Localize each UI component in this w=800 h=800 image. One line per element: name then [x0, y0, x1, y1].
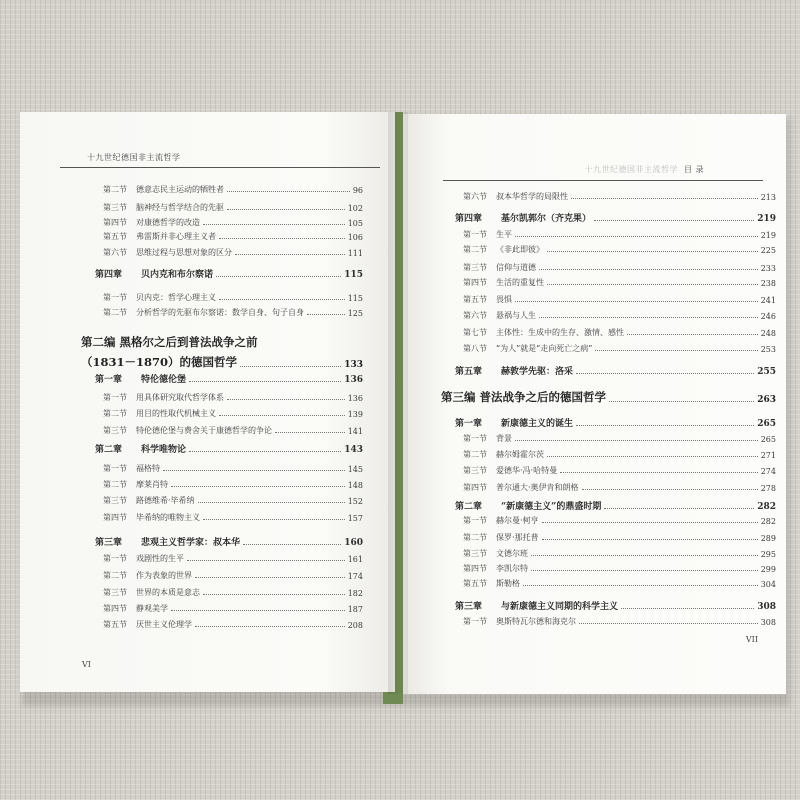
leader-dots — [219, 299, 345, 300]
leader-dots — [219, 238, 345, 239]
leader-dots — [198, 502, 345, 503]
page-number: 213 — [760, 193, 776, 202]
toc-section-entry — [103, 408, 363, 419]
section-title: 摩莱肖特 — [136, 480, 168, 489]
toc-chapter-entry — [95, 372, 363, 385]
section-label: 第一节 — [103, 554, 127, 563]
chapter-title: 科学唯物论 — [141, 445, 187, 455]
page-number: 255 — [757, 367, 776, 377]
section-title: “为人”就是“走向死亡之病” — [496, 344, 593, 353]
chapter-label: 第三章 — [95, 538, 123, 548]
toc-part-heading — [441, 389, 776, 405]
section-title: 斯勒格 — [496, 579, 520, 588]
leader-dots — [542, 522, 758, 523]
page-number: 295 — [760, 550, 776, 559]
toc-section-entry — [103, 392, 363, 403]
page-number: 136 — [347, 394, 363, 403]
leader-dots — [539, 269, 758, 270]
page-number: 139 — [347, 410, 363, 419]
page-number: 248 — [760, 329, 776, 338]
page-number: 145 — [347, 465, 363, 474]
toc-section-entry — [463, 532, 776, 543]
leader-dots — [195, 626, 345, 627]
chapter-label: 第四章 — [455, 214, 483, 224]
toc-section-entry — [103, 217, 363, 228]
leader-dots — [219, 415, 345, 416]
toc-section-entry — [463, 229, 776, 240]
section-label: 第八节 — [463, 344, 487, 353]
section-label: 第一节 — [463, 516, 487, 525]
leader-dots — [582, 489, 758, 490]
toc-chapter-entry — [455, 211, 776, 224]
page-number: 282 — [757, 502, 776, 512]
section-title: 畏惧 — [496, 295, 512, 304]
section-title: 弗雷斯并非心理主义者 — [136, 232, 216, 241]
page-number: 233 — [760, 264, 776, 273]
section-title: 奥斯特瓦尔德和海克尔 — [496, 617, 576, 626]
page-number: 308 — [757, 602, 776, 612]
toc-section-entry — [103, 184, 363, 195]
chapter-title: 基尔凯郭尔（齐克果） — [501, 214, 592, 224]
section-title: 对康德哲学的改造 — [136, 218, 200, 227]
chapter-label: 第一章 — [455, 419, 483, 429]
page-number: 148 — [347, 481, 363, 490]
toc-chapter-entry — [95, 535, 363, 548]
section-label: 第二节 — [103, 409, 127, 418]
toc-section-entry — [463, 262, 776, 273]
right-running-head-faint: 十九世纪德国非主流哲学 — [584, 165, 678, 174]
page-number: 282 — [760, 517, 776, 526]
section-title: 世界的本质是意志 — [136, 588, 200, 597]
book-spine — [388, 112, 408, 694]
toc-section-entry — [103, 495, 363, 506]
leader-dots — [531, 570, 758, 571]
section-title: 分析哲学的先驱布尔察诺：数学自身、句子自身 — [136, 308, 304, 317]
page-number: 111 — [347, 249, 363, 258]
section-label: 第五节 — [463, 295, 487, 304]
toc-section-entry — [463, 515, 776, 526]
toc-section-entry — [103, 425, 363, 436]
toc-section-entry — [463, 548, 776, 559]
chapter-label: 第二章 — [455, 502, 483, 512]
section-title: 李凯尔特 — [496, 564, 528, 573]
section-label: 第二节 — [463, 450, 487, 459]
right-header-rule — [443, 180, 763, 181]
leader-dots — [275, 432, 345, 433]
left-folio: VI — [82, 660, 91, 669]
leader-dots — [171, 486, 345, 487]
page-number: 225 — [760, 246, 776, 255]
page-number: 143 — [344, 445, 363, 455]
page-number: 106 — [347, 233, 363, 242]
section-title: 保罗·那托普 — [496, 533, 539, 542]
toc-chapter-entry — [455, 364, 776, 377]
leader-dots — [187, 560, 345, 561]
toc-part-heading-line2 — [81, 354, 363, 370]
page-number: 241 — [760, 296, 776, 305]
section-title: 悬祸与人生 — [496, 311, 536, 320]
part-title: 第二编 黑格尔之后到普法战争之前 — [81, 335, 258, 349]
section-title: 爱德华·冯·哈特曼 — [496, 466, 558, 475]
leader-dots — [216, 276, 341, 277]
toc-section-entry — [103, 587, 363, 598]
page-number: 299 — [760, 565, 776, 574]
toc-section-entry — [463, 244, 776, 255]
page-number: 308 — [760, 618, 776, 627]
section-label: 第六节 — [103, 248, 127, 257]
page-number: 265 — [757, 419, 776, 429]
section-title: 赫尔姆霍尔茨 — [496, 450, 544, 459]
chapter-label: 第一章 — [95, 375, 123, 385]
section-label: 第五节 — [463, 579, 487, 588]
right-page — [403, 114, 786, 694]
page-number: 141 — [347, 427, 363, 436]
section-title: 生活的重复性 — [496, 278, 544, 287]
leader-dots — [195, 577, 345, 578]
leader-dots — [227, 191, 350, 192]
chapter-title: 与新康德主义同期的科学主义 — [501, 602, 619, 612]
leader-dots — [609, 401, 754, 402]
leader-dots — [576, 425, 754, 426]
page-number: 187 — [347, 605, 363, 614]
section-label: 第三节 — [463, 466, 487, 475]
section-label: 第二节 — [103, 480, 127, 489]
section-label: 第四节 — [463, 278, 487, 287]
leader-dots — [547, 251, 758, 252]
chapter-title: 新康德主义的诞生 — [501, 419, 574, 429]
toc-chapter-entry — [455, 499, 776, 512]
toc-section-entry — [463, 433, 776, 444]
section-title: 脑神经与哲学结合的先驱 — [136, 203, 224, 212]
leader-dots — [307, 314, 345, 315]
chapter-title: 赫敦学先驱：洛采 — [501, 367, 574, 377]
page-number: 263 — [757, 395, 776, 405]
page-number: 253 — [760, 345, 776, 354]
page-number: 265 — [760, 435, 776, 444]
toc-chapter-entry — [95, 442, 363, 455]
section-title: 毕希纳的唯物主义 — [136, 513, 200, 522]
page-number: 115 — [347, 294, 363, 303]
section-label: 第五节 — [103, 620, 127, 629]
section-label: 第一节 — [103, 393, 127, 402]
toc-chapter-entry — [455, 416, 776, 429]
leader-dots — [531, 555, 758, 556]
section-title: 作为表象的世界 — [136, 571, 192, 580]
section-title: 特伦德伦堡与费舍关于康德哲学的争论 — [136, 426, 272, 435]
page-number: 152 — [347, 497, 363, 506]
section-title: 生平 — [496, 230, 512, 239]
chapter-title: 悲观主义哲学家：叔本华 — [141, 538, 241, 548]
left-running-head: 十九世纪德国非主流哲学 — [87, 153, 181, 162]
section-title: 用目的性取代机械主义 — [136, 409, 216, 418]
leader-dots — [189, 451, 341, 452]
section-label: 第二节 — [103, 185, 127, 194]
toc-section-entry — [103, 231, 363, 242]
toc-section-entry — [103, 307, 363, 318]
toc-section-entry — [463, 616, 776, 627]
toc-section-entry — [103, 603, 363, 614]
toc-section-entry — [103, 463, 363, 474]
toc-section-entry — [103, 619, 363, 630]
leader-dots — [571, 198, 758, 199]
section-title: 普尔通大·奥伊肯和朗格 — [496, 483, 579, 492]
page-number: 105 — [347, 219, 363, 228]
page-number: 219 — [760, 231, 776, 240]
toc-section-entry — [463, 191, 776, 202]
section-label: 第二节 — [463, 245, 487, 254]
leader-dots — [240, 366, 341, 367]
leader-dots — [515, 440, 758, 441]
section-label: 第二节 — [463, 533, 487, 542]
section-label: 第七节 — [463, 328, 487, 337]
page-number: 182 — [347, 589, 363, 598]
section-title: 文德尔班 — [496, 549, 528, 558]
chapter-label: 第三章 — [455, 602, 483, 612]
leader-dots — [621, 608, 754, 609]
leader-dots — [203, 519, 345, 520]
leader-dots — [189, 381, 341, 382]
leader-dots — [595, 350, 757, 351]
page-number: 125 — [347, 309, 363, 318]
leader-dots — [243, 544, 341, 545]
toc-section-entry — [463, 563, 776, 574]
leader-dots — [203, 594, 345, 595]
leader-dots — [542, 539, 758, 540]
section-title: 叔本华哲学的局限性 — [496, 192, 568, 201]
leader-dots — [547, 284, 758, 285]
page-number: 133 — [344, 360, 363, 370]
leader-dots — [515, 301, 758, 302]
section-label: 第四节 — [103, 513, 127, 522]
section-title: 戏剧性的生平 — [136, 554, 184, 563]
leader-dots — [579, 623, 758, 624]
toc-section-entry — [103, 512, 363, 523]
section-label: 第一节 — [103, 293, 127, 302]
section-label: 第二节 — [103, 308, 127, 317]
chapter-label: 第二章 — [95, 445, 123, 455]
page-number: 161 — [347, 555, 363, 564]
page-number: 271 — [760, 451, 776, 460]
toc-section-entry — [463, 294, 776, 305]
toc-section-entry — [103, 553, 363, 564]
section-label: 第四节 — [463, 564, 487, 573]
leader-dots — [594, 220, 754, 221]
leader-dots — [203, 224, 345, 225]
page-number: 274 — [760, 467, 776, 476]
toc-section-entry — [103, 479, 363, 490]
left-page — [20, 112, 395, 692]
section-label: 第五节 — [103, 232, 127, 241]
section-label: 第三节 — [103, 203, 127, 212]
leader-dots — [547, 456, 758, 457]
section-label: 第三节 — [463, 263, 487, 272]
toc-chapter-entry — [95, 267, 363, 280]
right-folio: VII — [745, 635, 758, 644]
left-header-rule — [60, 167, 380, 168]
toc-section-entry — [463, 465, 776, 476]
leader-dots — [604, 508, 754, 509]
section-title: 路德维希·毕希纳 — [136, 496, 195, 505]
section-title: 厌世主义伦理学 — [136, 620, 192, 629]
section-title: 福格特 — [136, 464, 160, 473]
section-label: 第六节 — [463, 192, 487, 201]
leader-dots — [576, 373, 754, 374]
section-label: 第一节 — [463, 434, 487, 443]
section-label: 第四节 — [103, 218, 127, 227]
page-number: 278 — [760, 484, 776, 493]
page-number: 115 — [344, 270, 363, 280]
chapter-label: 第四章 — [95, 270, 123, 280]
page-number: 102 — [347, 204, 363, 213]
toc-section-entry — [463, 277, 776, 288]
toc-section-entry — [463, 449, 776, 460]
page-number: 96 — [352, 186, 363, 195]
page-number: 136 — [344, 375, 363, 385]
leader-dots — [539, 317, 758, 318]
page-number: 304 — [760, 580, 776, 589]
page-number: 208 — [347, 621, 363, 630]
chapter-title: 特伦德伦堡 — [141, 375, 187, 385]
right-running-head-title: 目 录 — [683, 165, 704, 174]
toc-section-entry — [463, 327, 776, 338]
leader-dots — [163, 470, 345, 471]
section-label: 第一节 — [463, 230, 487, 239]
section-title: 德意志民主运动的牺牲者 — [136, 185, 224, 194]
part-title-line2: （1831－1870）的德国哲学 — [81, 355, 238, 369]
page-number: 246 — [760, 312, 776, 321]
section-label: 第三节 — [463, 549, 487, 558]
toc-section-entry — [103, 247, 363, 258]
toc-section-entry — [463, 343, 776, 354]
toc-section-entry — [103, 570, 363, 581]
toc-section-entry — [463, 482, 776, 493]
page-number: 238 — [760, 279, 776, 288]
section-title: 背景 — [496, 434, 512, 443]
leader-dots — [227, 209, 345, 210]
toc-chapter-entry — [455, 599, 776, 612]
section-label: 第三节 — [103, 496, 127, 505]
section-label: 第一节 — [103, 464, 127, 473]
section-title: 信仰与道德 — [496, 263, 536, 272]
section-title: 赫尔曼·柯亨 — [496, 516, 539, 525]
section-label: 第四节 — [463, 483, 487, 492]
page-number: 174 — [347, 572, 363, 581]
leader-dots — [227, 399, 345, 400]
leader-dots — [627, 334, 758, 335]
chapter-title: “新康德主义”的鼎盛时期 — [501, 502, 602, 512]
leader-dots — [235, 254, 345, 255]
section-title: 思维过程与思想对象的区分 — [136, 248, 232, 257]
toc-part-heading — [81, 334, 363, 350]
section-title: 主体性：生成中的生存、激情、感性 — [496, 328, 624, 337]
toc-section-entry — [463, 310, 776, 321]
leader-dots — [171, 610, 345, 611]
leader-dots — [523, 585, 758, 586]
section-label: 第三节 — [103, 588, 127, 597]
right-running-head — [584, 164, 704, 175]
page-number: 289 — [760, 534, 776, 543]
section-title: 《非此即彼》 — [496, 245, 544, 254]
section-label: 第三节 — [103, 426, 127, 435]
section-title: 贝内克：哲学心理主义 — [136, 293, 216, 302]
page-number: 157 — [347, 514, 363, 523]
page-number: 160 — [344, 538, 363, 548]
page-number: 219 — [757, 214, 776, 224]
section-title: 静观美学 — [136, 604, 168, 613]
toc-section-entry — [103, 202, 363, 213]
chapter-label: 第五章 — [455, 367, 483, 377]
section-label: 第二节 — [103, 571, 127, 580]
toc-section-entry — [103, 292, 363, 303]
section-label: 第一节 — [463, 617, 487, 626]
section-label: 第四节 — [103, 604, 127, 613]
part-title: 第三编 普法战争之后的德国哲学 — [441, 390, 607, 404]
section-label: 第六节 — [463, 311, 487, 320]
chapter-title: 贝内克和布尔察诺 — [141, 270, 214, 280]
toc-section-entry — [463, 578, 776, 589]
leader-dots — [515, 236, 758, 237]
leader-dots — [560, 472, 758, 473]
section-title: 用具体研究取代哲学体系 — [136, 393, 224, 402]
